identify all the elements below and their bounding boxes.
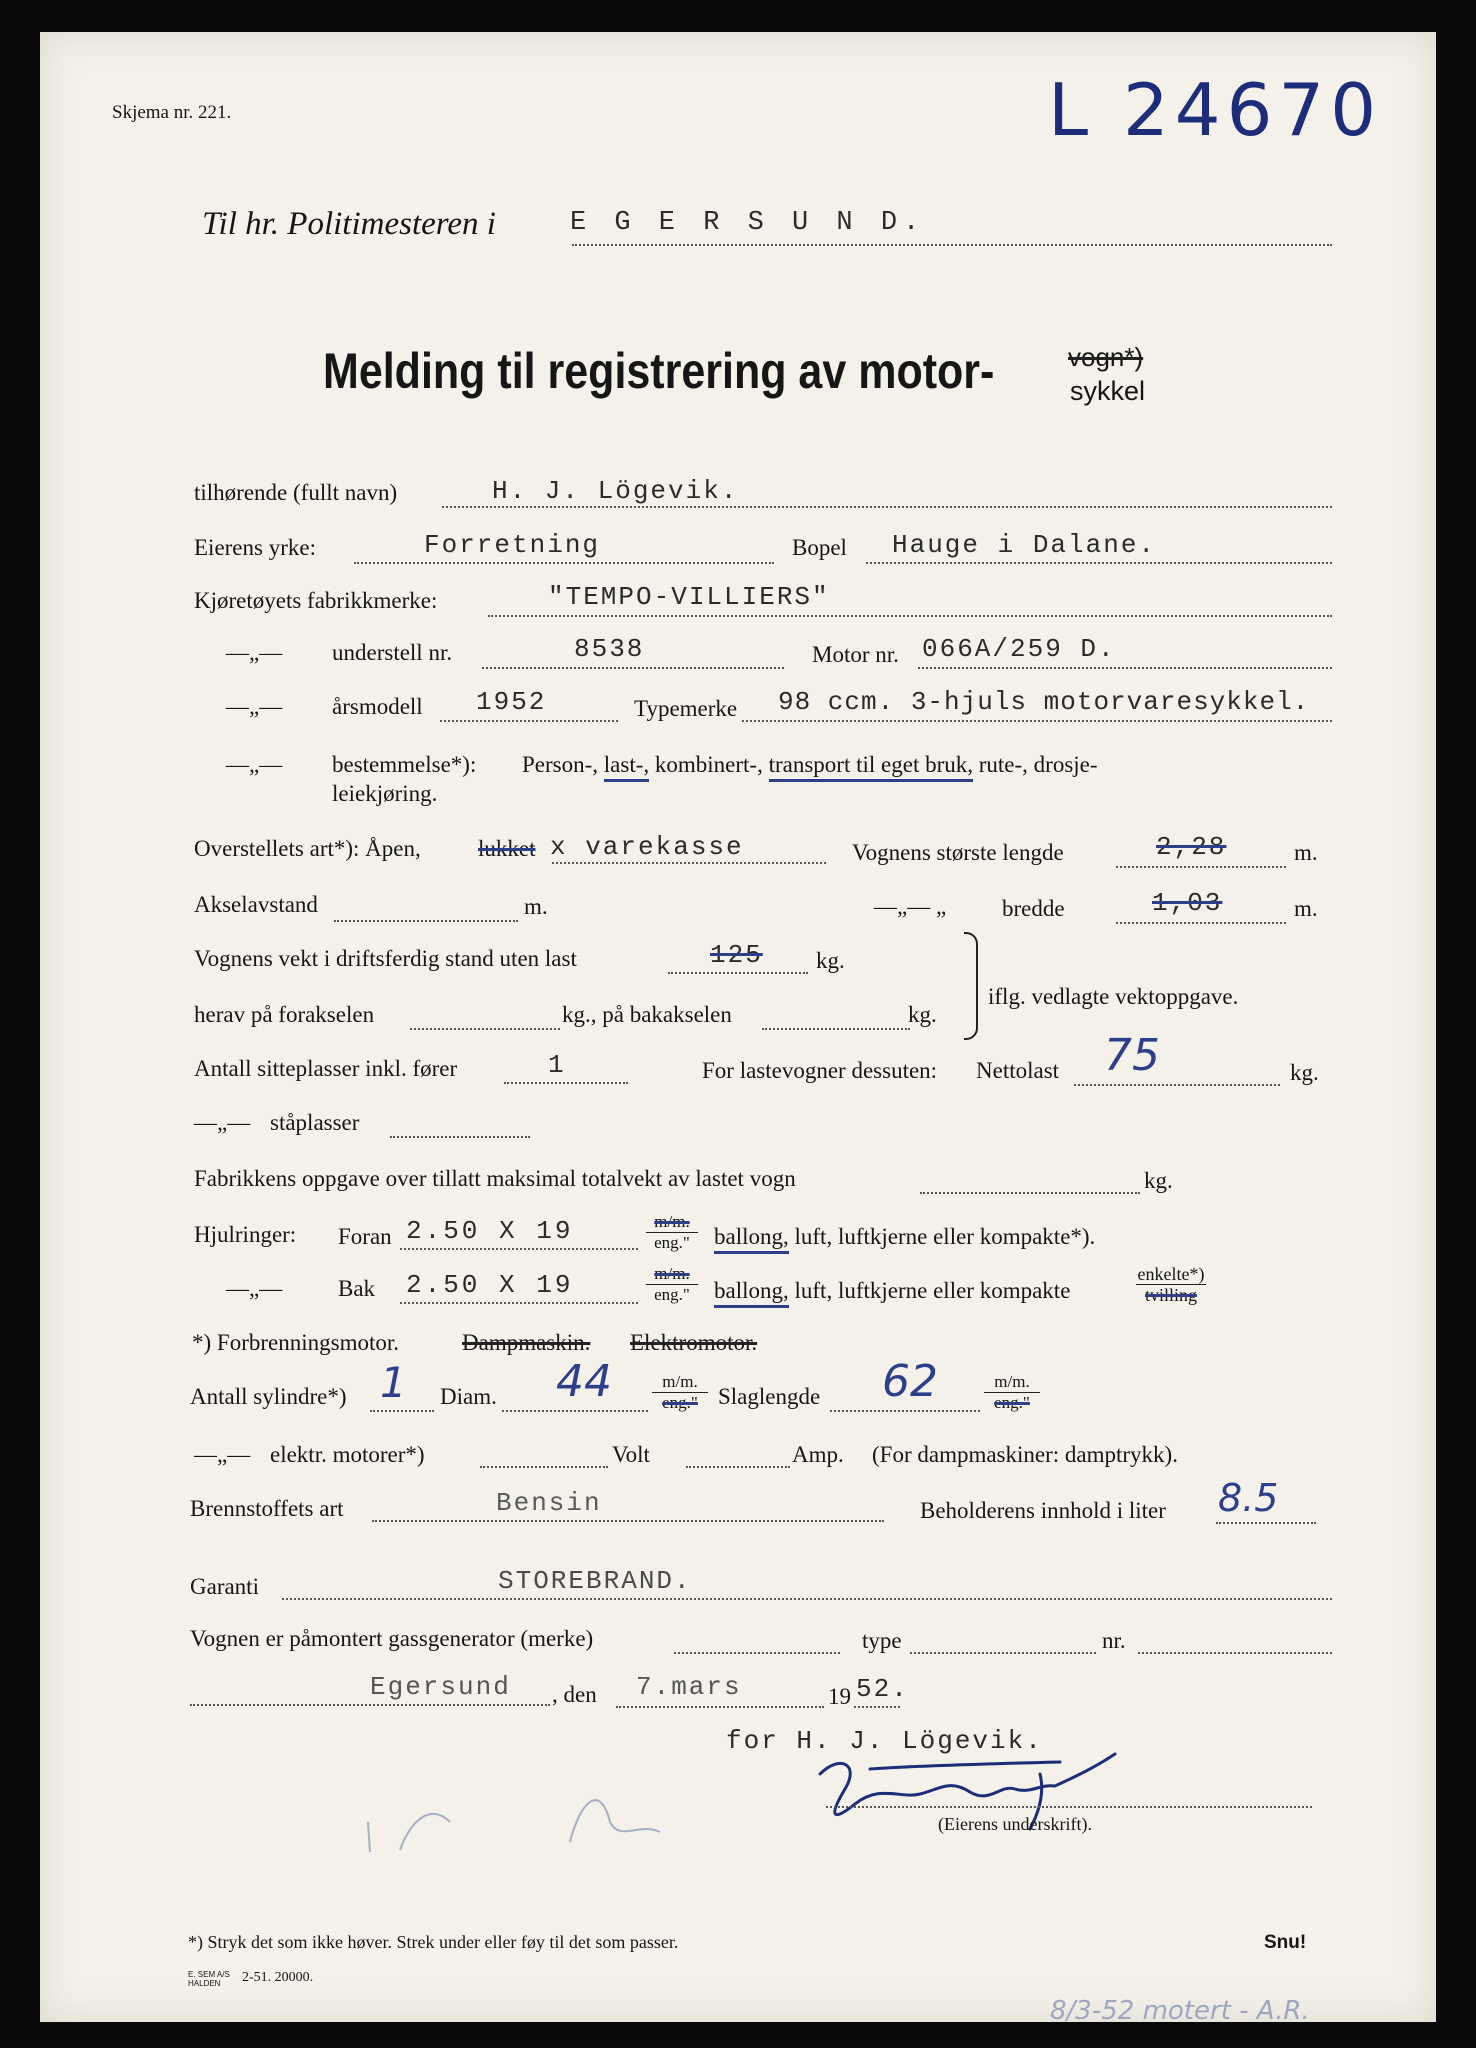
make-label: Kjøretøyets fabrikkmerke:: [194, 588, 438, 613]
type-value: 98 ccm. 3-hjuls motorvaresykkel.: [778, 687, 1310, 717]
weight-brace: [964, 932, 978, 1040]
gasgen-line: [674, 1652, 840, 1654]
maxweight-label: Fabrikkens oppgave over tillatt maksimal totalvekt av lastet vogn: [194, 1166, 796, 1191]
date-value: 7.mars: [636, 1672, 742, 1702]
motor-value: 066A/259 D.: [922, 634, 1116, 664]
diam-value: 44: [556, 1356, 612, 1407]
tires-rear-mount: enkelte*) tvilling: [1137, 1264, 1205, 1305]
guarantee-line: [282, 1598, 1332, 1600]
place-line: [190, 1704, 550, 1706]
make-line: [488, 615, 1332, 617]
length-line: [1116, 866, 1286, 868]
signature-line: [826, 1806, 1312, 1808]
tires-rear-line: [400, 1302, 638, 1304]
gasgen-type-line: [910, 1652, 1096, 1654]
year-value: 1952: [476, 687, 547, 717]
rear-axle-label: kg., på bakakselen: [562, 1002, 732, 1027]
body-value: x varekasse: [550, 832, 744, 862]
purpose-options: Person-, last-, kombinert-, transport til eget bruk, rute-, drosje-: [522, 752, 1098, 778]
maxweight-line: [920, 1192, 1140, 1194]
year-label: årsmodell: [332, 694, 423, 719]
printer-mark: E. SEM A/S HALDEN: [188, 1970, 230, 1988]
volt-line: [686, 1466, 790, 1468]
engine-type-label: *) Forbrenningsmotor.: [192, 1330, 399, 1355]
dampmaskin: Dampmaskin.: [462, 1330, 591, 1355]
ditto-6: —„—: [194, 1442, 251, 1467]
gasgen-type: type: [862, 1628, 902, 1653]
residence-label: Bopel: [792, 535, 847, 560]
seats-value: 1: [548, 1050, 566, 1080]
form-page: [40, 32, 1436, 2026]
year-suffix: 52.: [856, 1674, 909, 1704]
ditto-2: —„—: [226, 694, 283, 719]
fuel-line: [372, 1520, 884, 1522]
stroke-unit: m/m. eng.": [984, 1372, 1040, 1413]
stroke-line: [830, 1410, 980, 1412]
occupation-value: Forretning: [424, 530, 601, 560]
occupation-line: [354, 562, 774, 564]
residence-line: [866, 562, 1332, 564]
occupation-label: Eierens yrke:: [194, 535, 316, 560]
weight-value: 125: [710, 940, 763, 970]
date-line: [616, 1706, 824, 1708]
print-code: 2-51. 20000.: [242, 1970, 314, 1985]
tires-label: Hjulringer:: [194, 1222, 297, 1247]
tank-value: 8.5: [1218, 1476, 1279, 1520]
title-sykkel: sykkel: [1070, 376, 1146, 406]
tires-rear-desc: ballong, luft, luftkjerne eller kompakte: [714, 1278, 1070, 1304]
net-unit: kg.: [1290, 1060, 1319, 1085]
cylinders-value: 1: [380, 1358, 407, 1407]
body-label: Overstellets art*): Åpen,: [194, 836, 421, 861]
volt-label: Volt: [612, 1442, 650, 1467]
cylinders-line: [370, 1410, 434, 1412]
elektr-line: [480, 1466, 608, 1468]
residence-value: Hauge i Dalane.: [892, 530, 1157, 560]
form-number: Skjema nr. 221.: [112, 102, 232, 123]
seats-label: Antall sitteplasser inkl. fører: [194, 1056, 458, 1081]
guarantee-value: STOREBRAND.: [498, 1566, 692, 1596]
seats-line: [504, 1082, 628, 1084]
elektr-label: elektr. motorer*): [270, 1442, 425, 1467]
tires-rear-label: Bak: [338, 1276, 376, 1301]
weight-note: iflg. vedlagte vektoppgave.: [988, 984, 1239, 1009]
place-value: Egersund: [370, 1672, 511, 1702]
front-axle-label: herav på forakselen: [194, 1002, 375, 1027]
pencil-marks: [340, 1762, 700, 1872]
chassis-label: understell nr.: [332, 640, 453, 665]
amp-label: Amp.: [792, 1442, 844, 1467]
addressee-label: Til hr. Politimesteren i: [202, 206, 496, 242]
cylinders-label: Antall sylindre*): [190, 1384, 347, 1409]
ditto-5: —„—: [226, 1276, 283, 1301]
fuel-value: Bensin: [496, 1488, 602, 1518]
length-value: 2,28: [1156, 832, 1227, 862]
weight-unit: kg.: [816, 948, 845, 973]
diam-unit: m/m. eng.": [652, 1372, 708, 1413]
diam-label: Diam.: [440, 1384, 497, 1409]
make-value: "TEMPO-VILLIERS": [548, 582, 830, 612]
year-prefix: 19: [828, 1684, 851, 1709]
length-unit: m.: [1294, 840, 1318, 865]
motor-label: Motor nr.: [812, 642, 899, 667]
cargo-label: For lastevogner dessuten:: [702, 1058, 938, 1083]
net-label: Nettolast: [976, 1058, 1060, 1083]
axle-unit: m.: [524, 894, 548, 919]
bottom-note: 8/3-52 motert - A.R.: [1050, 1996, 1310, 2026]
body-lukket: lukket: [478, 836, 536, 861]
diam-line: [502, 1410, 648, 1412]
rear-axle-line: [762, 1028, 910, 1030]
purpose-line2: leiekjøring.: [332, 781, 438, 806]
tires-rear-unit: m/m. eng.": [646, 1264, 698, 1305]
gasgen-label: Vognen er påmontert gassgenerator (merke): [190, 1626, 594, 1651]
width-value: 1,03: [1152, 888, 1223, 918]
net-value: 75: [1104, 1030, 1160, 1081]
width-label: bredde: [1002, 896, 1065, 921]
stroke-value: 62: [882, 1356, 938, 1407]
type-line: [742, 720, 1332, 722]
axle-label: Akselavstand: [194, 892, 318, 917]
snu-label: Snu!: [1264, 1932, 1307, 1953]
title-vogn: vogn*): [1068, 342, 1144, 372]
type-label: Typemerke: [634, 696, 738, 721]
chassis-value: 8538: [574, 634, 645, 664]
gasgen-nr: nr.: [1102, 1628, 1126, 1653]
axle-line: [334, 920, 518, 922]
maxweight-unit: kg.: [1144, 1168, 1173, 1193]
ditto-4: —„—: [194, 1110, 251, 1135]
standing-line: [390, 1136, 530, 1138]
width-ditto: —„— „: [874, 894, 947, 919]
tires-front-value: 2.50 X 19: [406, 1216, 574, 1246]
length-label: Vognens største lengde: [852, 840, 1064, 865]
motor-line: [918, 667, 1332, 669]
front-axle-line: [410, 1028, 560, 1030]
signature-caption: (Eierens underskrift).: [938, 1814, 1092, 1834]
year-line: [440, 720, 618, 722]
standing-label: ståplasser: [270, 1110, 360, 1135]
net-line: [1074, 1084, 1280, 1086]
ditto-3: —„—: [226, 752, 283, 777]
chassis-line: [482, 667, 784, 669]
tank-line: [1216, 1522, 1316, 1524]
guarantee-label: Garanti: [190, 1574, 259, 1599]
tires-front-line: [400, 1248, 638, 1250]
ditto-1: —„—: [226, 640, 283, 665]
width-line: [1116, 922, 1286, 924]
rear-axle-unit: kg.: [908, 1002, 937, 1027]
steam-note: (For dampmaskiner: damptrykk).: [872, 1442, 1178, 1467]
owner-label: tilhørende (fullt navn): [194, 480, 398, 505]
weight-label: Vognens vekt i driftsferdig stand uten last: [194, 946, 577, 971]
stroke-label: Slaglengde: [718, 1384, 821, 1409]
den-label: , den: [552, 1682, 597, 1707]
addressee-value: E G E R S U N D.: [570, 208, 926, 238]
width-unit: m.: [1294, 896, 1318, 921]
footnote: *) Stryk det som ikke høver. Strek under eller føy til det som passer.: [188, 1932, 679, 1952]
gasgen-nr-line: [1138, 1652, 1332, 1654]
tires-front-unit: m/m. eng.": [646, 1212, 698, 1253]
archive-number: L 24670: [1048, 68, 1383, 152]
tires-front-label: Foran: [338, 1224, 392, 1249]
tires-front-desc: ballong, luft, luftkjerne eller kompakte*).: [714, 1224, 1095, 1250]
form-title: Melding til registrering av motor-: [323, 343, 995, 399]
for-owner: for H. J. Lögevik.: [726, 1726, 1043, 1756]
owner-line: [442, 506, 1332, 508]
purpose-label: bestemmelse*):: [332, 752, 477, 777]
body-line: [552, 862, 826, 864]
tires-rear-value: 2.50 X 19: [406, 1270, 574, 1300]
tank-label: Beholderens innhold i liter: [920, 1498, 1166, 1523]
owner-value: H. J. Lögevik.: [492, 476, 739, 506]
addressee-line: [572, 244, 1332, 246]
weight-line: [668, 972, 808, 974]
year-line-date: [854, 1706, 900, 1708]
elektromotor: Elektromotor.: [630, 1330, 758, 1355]
fuel-label: Brennstoffets art: [190, 1496, 344, 1521]
